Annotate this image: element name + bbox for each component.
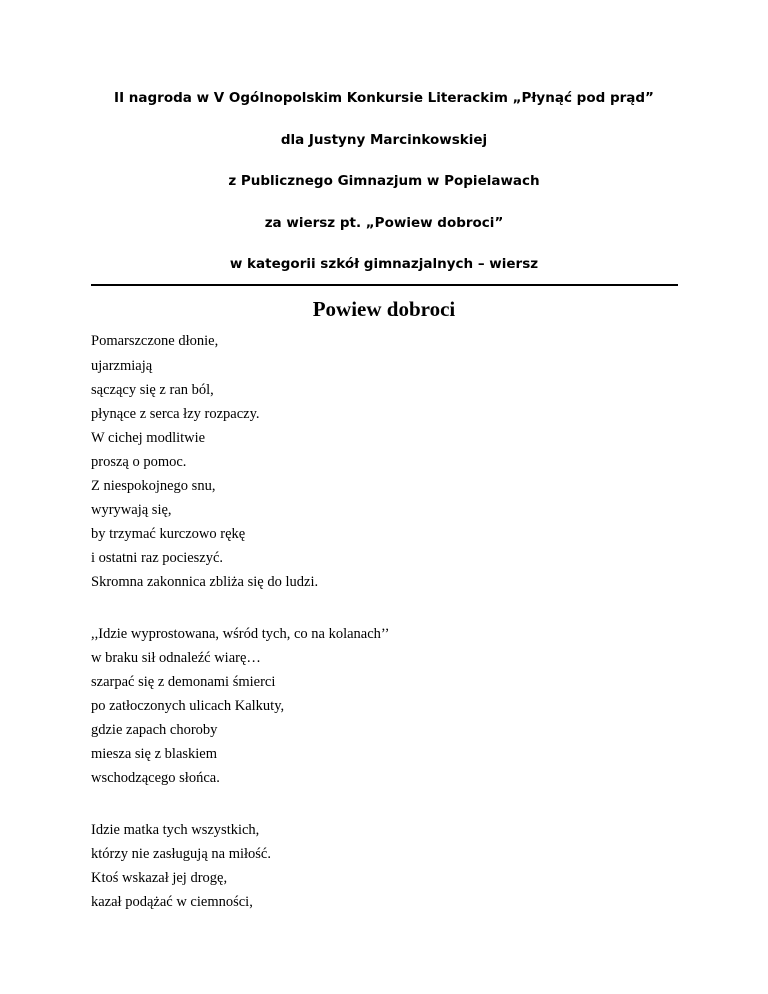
poem-verse: proszą o pomoc.: [91, 454, 187, 470]
poem-verse: Idzie matka tych wszystkich,: [91, 822, 260, 838]
poem-verse: kazał podążać w ciemności,: [91, 894, 253, 910]
poem-verse: Z niespokojnego snu,: [91, 478, 216, 494]
award-line: II nagroda w V Ogólnopolskim Konkursie Literackim „Płynąć pod prąd”: [114, 90, 654, 106]
author-line: dla Justyny Marcinkowskiej: [280, 132, 488, 148]
poem-verse: sączący się z ran ból,: [91, 382, 214, 398]
poem-verse: i ostatni raz pocieszyć.: [91, 550, 224, 566]
poem-verse: miesza się z blaskiem: [91, 746, 218, 762]
poem-verse: Pomarszczone dłonie,: [91, 333, 219, 349]
school-line: z Publicznego Gimnazjum w Popielawach: [228, 173, 540, 189]
poem-verse: Ktoś wskazał jej drogę,: [91, 870, 228, 886]
poem-verse: szarpać się z demonami śmierci: [91, 674, 276, 690]
poem-verse: w braku sił odnaleźć wiarę…: [91, 650, 261, 666]
poem-verse: po zatłoczonych ulicach Kalkuty,: [91, 698, 285, 714]
poem-verse: ,,Idzie wyprostowana, wśród tych, co na kolanach’’: [91, 626, 390, 642]
poem-title: Powiew dobroci: [312, 297, 456, 321]
poem-verse: by trzymać kurczowo rękę: [91, 526, 246, 542]
poem-verse: ujarzmiają: [91, 358, 153, 374]
poem-verse: wyrywają się,: [91, 502, 172, 518]
work-title-line: za wiersz pt. „Powiew dobroci”: [264, 215, 504, 231]
poem-verse: którzy nie zasługują na miłość.: [91, 846, 271, 862]
poem-verse: wschodzącego słońca.: [91, 770, 220, 786]
category-line: w kategorii szkół gimnazjalnych – wiersz: [229, 256, 539, 272]
poem-verse: gdzie zapach choroby: [91, 722, 218, 738]
horizontal-divider: [91, 284, 678, 286]
poem-verse: płynące z serca łzy rozpaczy.: [91, 406, 260, 422]
poem-verse: Skromna zakonnica zbliża się do ludzi.: [91, 574, 319, 590]
poem-verse: W cichej modlitwie: [91, 430, 206, 446]
